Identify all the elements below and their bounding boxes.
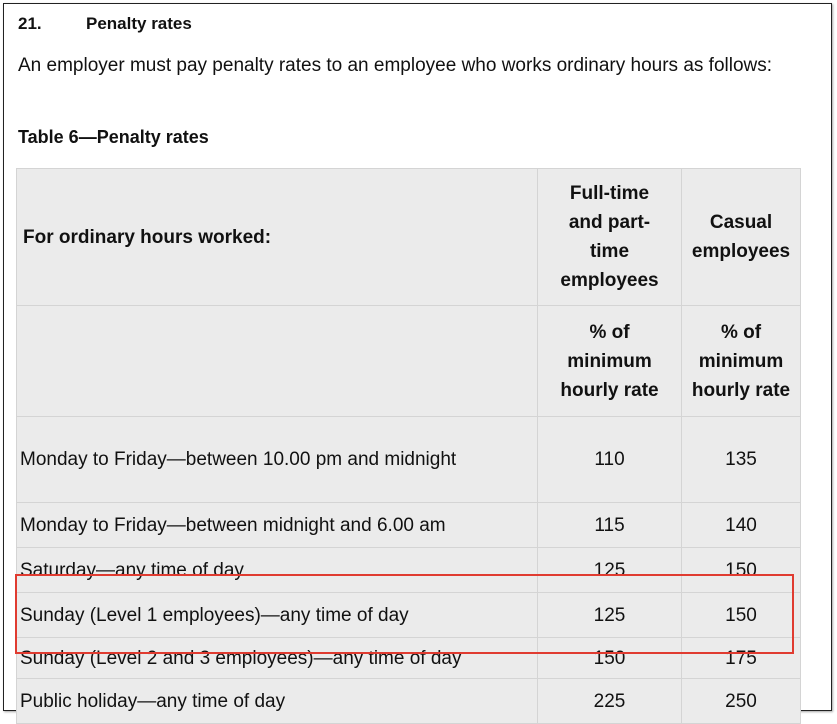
rate-description: Sunday (Level 2 and 3 employees)—any time of day (17, 638, 538, 679)
rate-description: Sunday (Level 1 employees)—any time of day (17, 593, 538, 638)
full-part-time-unit (538, 306, 682, 417)
casual-rate: 135 (682, 417, 801, 503)
clause-heading (18, 14, 192, 34)
rate-description: Public holiday—any time of day (17, 679, 538, 724)
casual-header-text: Casual employees (691, 212, 791, 262)
table-row (17, 679, 801, 724)
casual-unit-text: % of minimum hourly rate (691, 321, 791, 401)
casual-header (682, 169, 801, 306)
table-row (17, 417, 801, 503)
full-part-time-rate: 125 (538, 548, 682, 593)
casual-rate: 250 (682, 679, 801, 724)
casual-rate: 175 (682, 638, 801, 679)
casual-rate: 140 (682, 503, 801, 548)
header-row (17, 169, 801, 306)
full-part-time-rate: 225 (538, 679, 682, 724)
rate-description: Saturday—any time of day (17, 548, 538, 593)
table-row (17, 593, 801, 638)
row-label-header: For ordinary hours worked: (17, 169, 538, 306)
full-part-time-rate: 110 (538, 417, 682, 503)
units-row-blank (17, 306, 538, 417)
table-row (17, 548, 801, 593)
casual-unit (682, 306, 801, 417)
table-row (17, 503, 801, 548)
rate-description: Monday to Friday—between midnight and 6.00 am (17, 503, 538, 548)
clause-title: Penalty rates (86, 14, 192, 33)
full-part-time-rate: 150 (538, 638, 682, 679)
units-row (17, 306, 801, 417)
table-title: Table 6—Penalty rates (18, 127, 209, 147)
table-row (17, 638, 801, 679)
penalty-rates-table (16, 168, 801, 724)
rate-description (17, 417, 538, 503)
rate-description-text: Monday to Friday—between 10.00 pm and midnight (20, 449, 457, 470)
full-part-time-header (538, 169, 682, 306)
casual-rate: 150 (682, 593, 801, 638)
intro-paragraph: An employer must pay penalty rates to an employee who works ordinary hours as follows: (18, 55, 773, 76)
casual-rate: 150 (682, 548, 801, 593)
clause-number: 21. (18, 14, 42, 33)
full-part-time-unit-text: % of minimum hourly rate (560, 321, 659, 401)
full-part-time-header-text: Full-time and part-time employees (560, 183, 659, 291)
full-part-time-rate: 115 (538, 503, 682, 548)
full-part-time-rate: 125 (538, 593, 682, 638)
